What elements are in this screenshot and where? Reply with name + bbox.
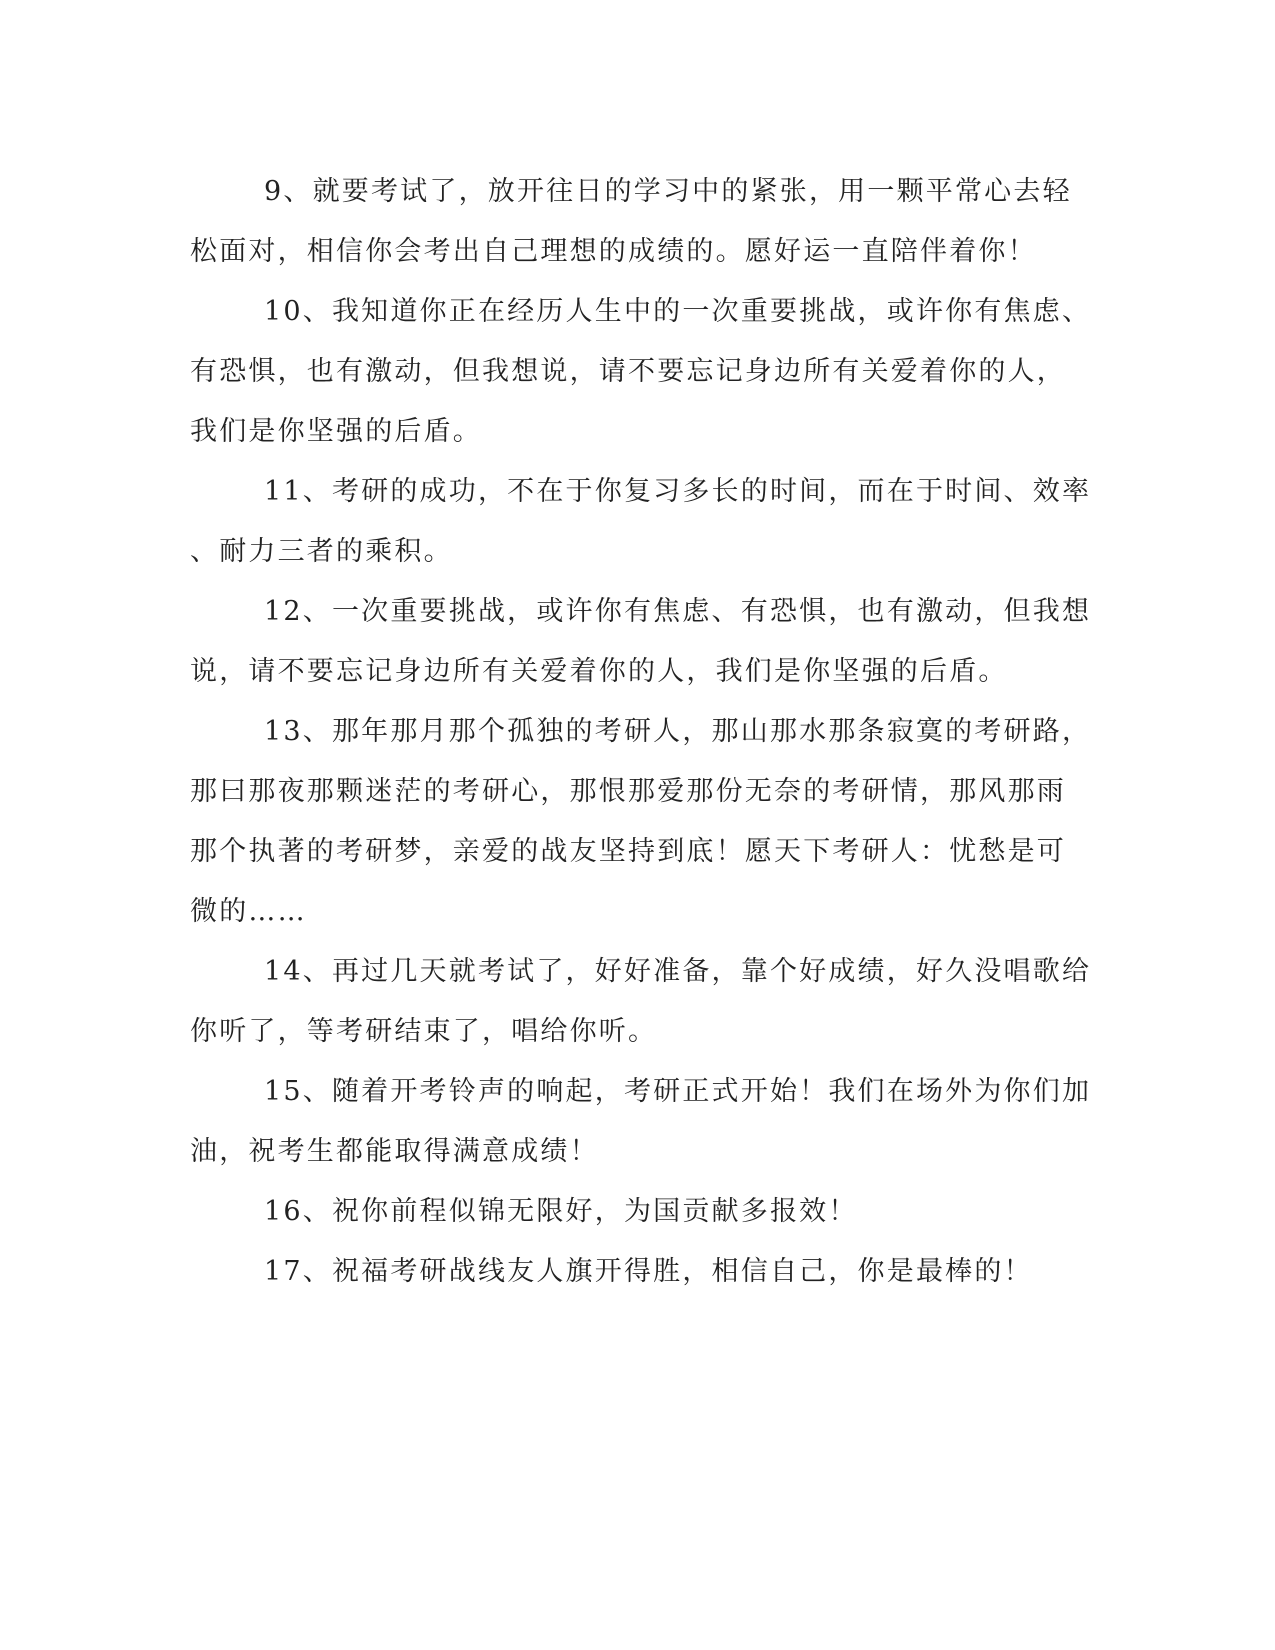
paragraph-12 [190,582,1092,702]
paragraph-line: 我们是你坚强的后盾。 [190,416,482,447]
paragraph-line: 说，请不要忘记身边所有关爱着你的人，我们是你坚强的后盾。 [190,656,1008,687]
paragraph-16 [190,1182,1080,1242]
paragraph-13 [190,702,1092,942]
paragraph-line: 16、祝你前程似锦无限好，为国贡献多报效！ [264,1196,858,1227]
paragraph-line: 松面对，相信你会考出自己理想的成绩的。愿好运一直陪伴着你！ [190,236,1037,267]
paragraph-line: 那曰那夜那颗迷茫的考研心，那恨那爱那份无奈的考研情，那风那雨 [190,776,1066,807]
paragraph-line: 15、随着开考铃声的响起，考研正式开始！我们在场外为你们加 [264,1076,1092,1107]
paragraph-line: 10、我知道你正在经历人生中的一次重要挑战，或许你有焦虑、 [264,296,1092,327]
document-body [190,162,1092,1302]
paragraph-line: 有恐惧，也有激动，但我想说，请不要忘记身边所有关爱着你的人， [190,356,1066,387]
paragraph-11 [190,462,1092,582]
paragraph-9 [190,162,1080,282]
paragraph-14 [190,942,1092,1062]
paragraph-line: 9、就要考试了，放开往日的学习中的紧张，用一颗平常心去轻 [264,176,1072,207]
paragraph-line: 13、那年那月那个孤独的考研人，那山那水那条寂寞的考研路， [264,716,1092,747]
paragraph-10 [190,282,1092,462]
paragraph-line: 微的…… [190,896,307,927]
paragraph-line: 12、一次重要挑战，或许你有焦虑、有恐惧，也有激动，但我想 [264,596,1092,627]
paragraph-line: 、耐力三者的乘积。 [190,536,453,567]
paragraph-line: 油，祝考生都能取得满意成绩！ [190,1136,599,1167]
paragraph-17 [190,1242,1080,1302]
paragraph-line: 14、再过几天就考试了，好好准备，靠个好成绩，好久没唱歌给 [264,956,1092,987]
paragraph-line: 你听了，等考研结束了，唱给你听。 [190,1016,658,1047]
paragraph-15 [190,1062,1092,1182]
paragraph-line: 17、祝福考研战线友人旗开得胜，相信自己，你是最棒的！ [264,1256,1033,1287]
paragraph-line: 11、考研的成功，不在于你复习多长的时间，而在于时间、效率 [264,476,1092,507]
paragraph-line: 那个执著的考研梦，亲爱的战友坚持到底！愿天下考研人：忧愁是可 [190,836,1066,867]
